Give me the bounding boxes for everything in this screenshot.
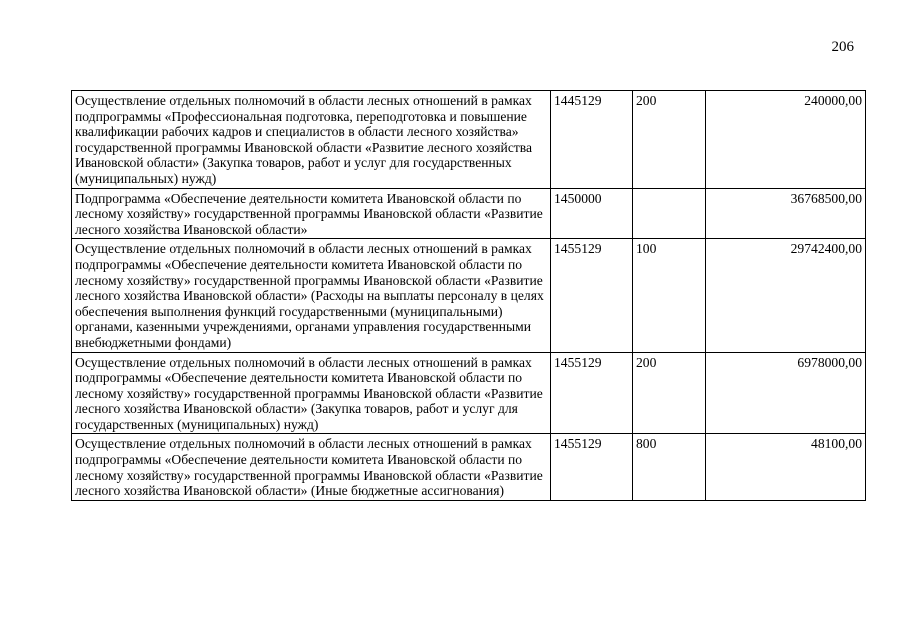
expense-type-code: 200 (633, 91, 706, 189)
expense-type-code: 100 (633, 239, 706, 352)
table-row (72, 188, 866, 239)
row-description: Осуществление отдельных полномочий в области лесных отношений в рамках подпрограммы «Обеспечение деятельности комитета Ивановской области по лесному хозяйству» государственной программы Ивановской области «Развитие лесного хозяйства Ивановской области» (Расходы на выплаты персоналу в целях обеспечения выполнения функций государственными (муниципальными) органами, казенными учреждениями, органами управления государственными внебюджетными фондами) (72, 239, 551, 352)
page-number: 206 (831, 39, 854, 55)
row-description: Осуществление отдельных полномочий в области лесных отношений в рамках подпрограммы «Обеспечение деятельности комитета Ивановской области по лесному хозяйству» государственной программы Ивановской области «Развитие лесного хозяйства Ивановской области» (Закупка товаров, работ и услуг для государственных (муниципальных) нужд) (72, 352, 551, 434)
row-description: Осуществление отдельных полномочий в области лесных отношений в рамках подпрограммы «Обеспечение деятельности комитета Ивановской области по лесному хозяйству» государственной программы Ивановской области «Развитие лесного хозяйства Ивановской области» (Иные бюджетные ассигнования) (72, 434, 551, 500)
table-row (72, 239, 866, 352)
row-description: Осуществление отдельных полномочий в области лесных отношений в рамках подпрограммы «Профессиональная подготовка, переподготовка и повышение квалификации рабочих кадров и специалистов в области лесного хозяйства» государственной программы Ивановской области «Развитие лесного хозяйства Ивановской области» (Закупка товаров, работ и услуг для государственных (муниципальных) нужд) (72, 91, 551, 189)
target-article-code: 1445129 (551, 91, 633, 189)
target-article-code: 1455129 (551, 239, 633, 352)
amount: 36768500,00 (706, 188, 866, 239)
target-article-code: 1455129 (551, 434, 633, 500)
expense-type-code (633, 188, 706, 239)
amount: 6978000,00 (706, 352, 866, 434)
target-article-code: 1450000 (551, 188, 633, 239)
expense-type-code: 800 (633, 434, 706, 500)
amount: 29742400,00 (706, 239, 866, 352)
amount: 240000,00 (706, 91, 866, 189)
table-row (72, 352, 866, 434)
amount: 48100,00 (706, 434, 866, 500)
target-article-code: 1455129 (551, 352, 633, 434)
row-description: Подпрограмма «Обеспечение деятельности комитета Ивановской области по лесному хозяйству» государственной программы Ивановской области «Развитие лесного хозяйства Ивановской области» (72, 188, 551, 239)
table-row (72, 91, 866, 189)
expense-type-code: 200 (633, 352, 706, 434)
budget-table (71, 90, 866, 501)
table-row (72, 434, 866, 500)
